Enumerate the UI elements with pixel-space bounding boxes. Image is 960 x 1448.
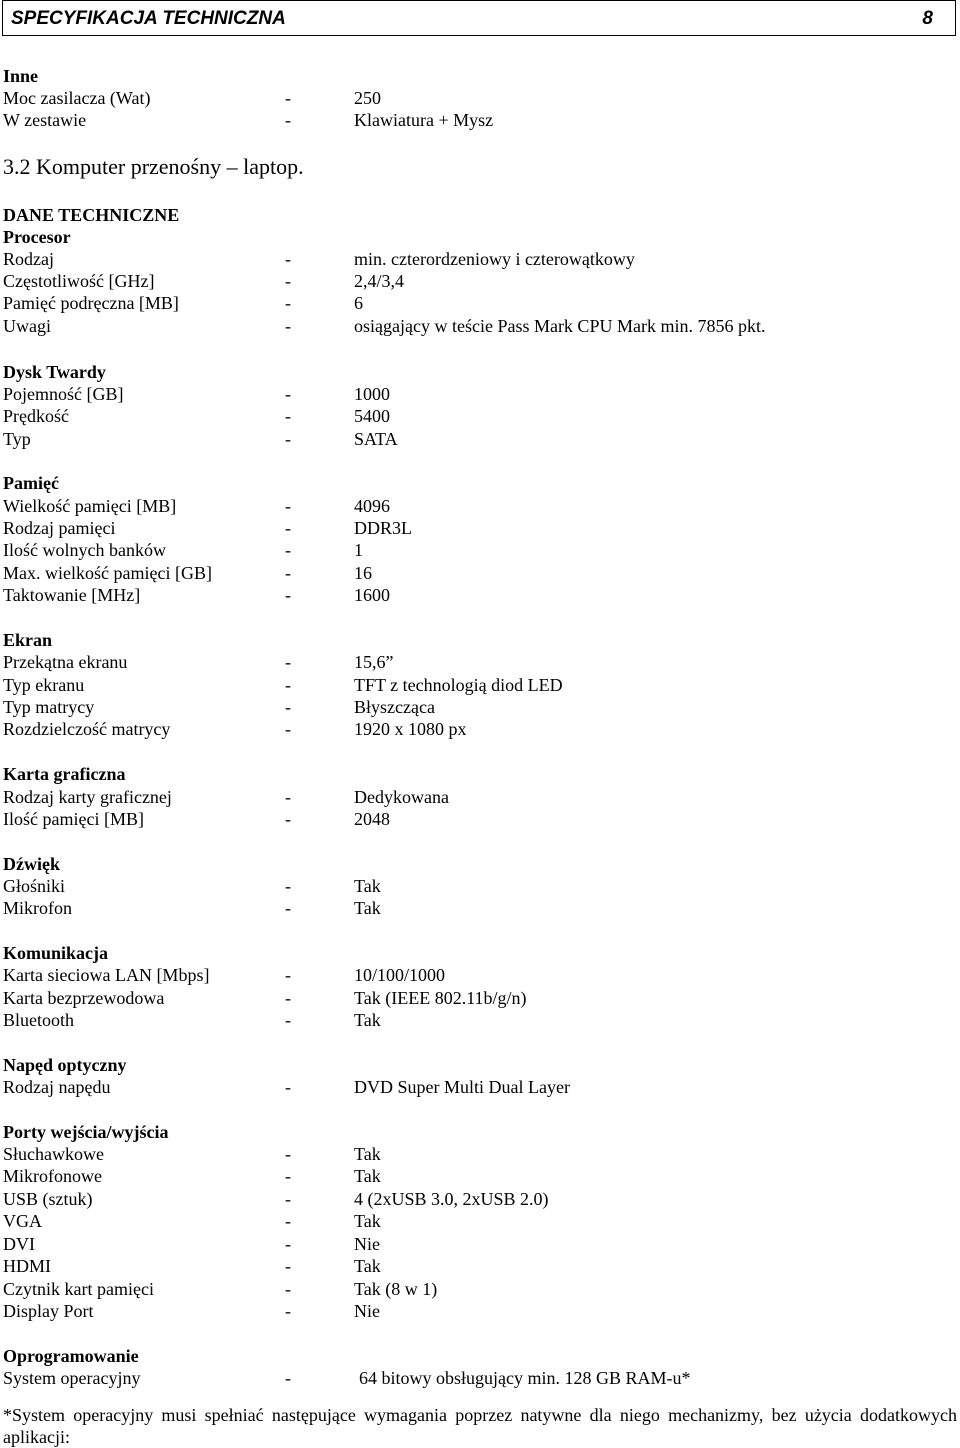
spec-value: 2048 bbox=[354, 809, 390, 829]
spec-value: 15,6” bbox=[354, 652, 394, 672]
section-title: Karta graficzna bbox=[3, 764, 126, 784]
spec-label: Rodzaj napędu bbox=[3, 1077, 111, 1097]
spec-value: Klawiatura + Mysz bbox=[354, 110, 494, 130]
spec-dash: - bbox=[285, 876, 291, 896]
section-title: Oprogramowanie bbox=[3, 1346, 139, 1366]
spec-label: Mikrofonowe bbox=[3, 1166, 102, 1186]
section-title: Pamięć bbox=[3, 473, 59, 493]
spec-value: Tak bbox=[354, 1010, 381, 1030]
spec-value: min. czterordzeniowy i czterowątkowy bbox=[354, 249, 635, 269]
spec-value: Tak (IEEE 802.11b/g/n) bbox=[354, 988, 527, 1008]
spec-dash: - bbox=[285, 540, 291, 560]
spec-value: 1920 x 1080 px bbox=[354, 719, 467, 739]
spec-dash: - bbox=[285, 697, 291, 717]
spec-value: Dedykowana bbox=[354, 787, 449, 807]
spec-label: Moc zasilacza (Wat) bbox=[3, 88, 151, 108]
spec-dash: - bbox=[285, 406, 291, 426]
spec-label: Bluetooth bbox=[3, 1010, 74, 1030]
spec-value: TFT z technologią diod LED bbox=[354, 675, 563, 695]
spec-dash: - bbox=[285, 1256, 291, 1276]
spec-label: Rodzaj pamięci bbox=[3, 518, 116, 538]
spec-label: Ilość pamięci [MB] bbox=[3, 809, 144, 829]
page-number: 8 bbox=[922, 8, 933, 29]
spec-value: osiągający w teście Pass Mark CPU Mark min. 7856 pkt. bbox=[354, 316, 766, 336]
spec-dash: - bbox=[285, 429, 291, 449]
spec-dash: - bbox=[285, 1368, 291, 1388]
spec-value: Tak bbox=[354, 898, 381, 918]
spec-dash: - bbox=[285, 787, 291, 807]
spec-value: 4 (2xUSB 3.0, 2xUSB 2.0) bbox=[354, 1189, 549, 1209]
spec-value: Tak bbox=[354, 1144, 381, 1164]
spec-label: Karta bezprzewodowa bbox=[3, 988, 165, 1008]
spec-label: HDMI bbox=[3, 1256, 51, 1276]
spec-label: Rozdzielczość matrycy bbox=[3, 719, 171, 739]
footnote: *System operacyjny musi spełniać następujące wymagania poprzez natywne dla niego mechanizmy, bez użycia dodatkowych aplikacji: bbox=[3, 1405, 957, 1447]
spec-label: Typ bbox=[3, 429, 31, 449]
spec-value: Tak bbox=[354, 1211, 381, 1231]
section-title: Procesor bbox=[3, 227, 71, 247]
spec-value: Nie bbox=[354, 1301, 380, 1321]
spec-value: 1600 bbox=[354, 585, 390, 605]
spec-value: 1000 bbox=[354, 384, 390, 404]
spec-dash: - bbox=[285, 88, 291, 108]
spec-dash: - bbox=[285, 1211, 291, 1231]
section-title: Dźwięk bbox=[3, 854, 60, 874]
section-title: Napęd optyczny bbox=[3, 1055, 127, 1075]
spec-label: System operacyjny bbox=[3, 1368, 141, 1388]
spec-dash: - bbox=[285, 988, 291, 1008]
spec-label: Głośniki bbox=[3, 876, 66, 896]
spec-value: 250 bbox=[354, 88, 381, 108]
spec-dash: - bbox=[285, 293, 291, 313]
spec-label: Taktowanie [MHz] bbox=[3, 585, 141, 605]
spec-label: Czytnik kart pamięci bbox=[3, 1279, 154, 1299]
spec-dash: - bbox=[285, 518, 291, 538]
spec-value: Błyszcząca bbox=[354, 697, 435, 717]
spec-label: Display Port bbox=[3, 1301, 94, 1321]
spec-label: Pamięć podręczna [MB] bbox=[3, 293, 179, 313]
spec-label: VGA bbox=[3, 1211, 42, 1231]
spec-dash: - bbox=[285, 585, 291, 605]
spec-label: DVI bbox=[3, 1234, 35, 1254]
section-title: Ekran bbox=[3, 630, 53, 650]
spec-value: 6 bbox=[354, 293, 363, 313]
spec-label: Rodzaj karty graficznej bbox=[3, 787, 172, 807]
spec-value: 4096 bbox=[354, 496, 390, 516]
spec-label: Pojemność [GB] bbox=[3, 384, 124, 404]
page-header bbox=[2, 0, 956, 36]
spec-value: 5400 bbox=[354, 406, 390, 426]
spec-label: Rodzaj bbox=[3, 249, 54, 269]
spec-value: DVD Super Multi Dual Layer bbox=[354, 1077, 570, 1097]
spec-label: USB (sztuk) bbox=[3, 1189, 93, 1209]
spec-label: Typ matrycy bbox=[3, 697, 95, 717]
spec-value: 16 bbox=[354, 563, 372, 583]
spec-label: Mikrofon bbox=[3, 898, 72, 918]
spec-dash: - bbox=[285, 1010, 291, 1030]
spec-label: Ilość wolnych banków bbox=[3, 540, 166, 560]
spec-label: Prędkość bbox=[3, 406, 69, 426]
spec-label: Max. wielkość pamięci [GB] bbox=[3, 563, 212, 583]
spec-dash: - bbox=[285, 965, 291, 985]
spec-dash: - bbox=[285, 1279, 291, 1299]
spec-label: Uwagi bbox=[3, 316, 51, 336]
spec-label: Typ ekranu bbox=[3, 675, 85, 695]
spec-value: 1 bbox=[354, 540, 363, 560]
spec-dash: - bbox=[285, 1234, 291, 1254]
spec-dash: - bbox=[285, 1189, 291, 1209]
spec-label: Przekątna ekranu bbox=[3, 652, 128, 672]
spec-dash: - bbox=[285, 1077, 291, 1097]
spec-dash: - bbox=[285, 110, 291, 130]
spec-label: Częstotliwość [GHz] bbox=[3, 271, 155, 291]
spec-dash: - bbox=[285, 1301, 291, 1321]
section-title: Inne bbox=[3, 66, 39, 86]
spec-dash: - bbox=[285, 1144, 291, 1164]
spec-value: Tak (8 w 1) bbox=[354, 1279, 438, 1299]
spec-dash: - bbox=[285, 496, 291, 516]
spec-dash: - bbox=[285, 316, 291, 336]
header-title: SPECYFIKACJA TECHNICZNA bbox=[11, 8, 286, 29]
spec-dash: - bbox=[285, 652, 291, 672]
spec-label: Wielkość pamięci [MB] bbox=[3, 496, 177, 516]
subsection-heading: 3.2 Komputer przenośny – laptop. bbox=[3, 154, 304, 179]
spec-dash: - bbox=[285, 1166, 291, 1186]
spec-value: 64 bitowy obsługujący min. 128 GB RAM-u* bbox=[359, 1368, 691, 1388]
spec-value: DDR3L bbox=[354, 518, 412, 538]
spec-dash: - bbox=[285, 384, 291, 404]
spec-value: Tak bbox=[354, 1256, 381, 1276]
section-title: Komunikacja bbox=[3, 943, 109, 963]
spec-value: Tak bbox=[354, 876, 381, 896]
spec-dash: - bbox=[285, 271, 291, 291]
spec-dash: - bbox=[285, 249, 291, 269]
spec-dash: - bbox=[285, 563, 291, 583]
spec-value: Tak bbox=[354, 1166, 381, 1186]
tech-heading: DANE TECHNICZNE bbox=[3, 205, 180, 225]
spec-value: 2,4/3,4 bbox=[354, 271, 405, 291]
spec-dash: - bbox=[285, 898, 291, 918]
section-title: Porty wejścia/wyjścia bbox=[3, 1122, 169, 1142]
section-title: Dysk Twardy bbox=[3, 362, 106, 382]
spec-label: Karta sieciowa LAN [Mbps] bbox=[3, 965, 210, 985]
spec-label: Słuchawkowe bbox=[3, 1144, 104, 1164]
spec-dash: - bbox=[285, 719, 291, 739]
spec-dash: - bbox=[285, 809, 291, 829]
spec-value: 10/100/1000 bbox=[354, 965, 446, 985]
spec-dash: - bbox=[285, 675, 291, 695]
spec-value: SATA bbox=[354, 429, 398, 449]
spec-label: W zestawie bbox=[3, 110, 87, 130]
spec-value: Nie bbox=[354, 1234, 380, 1254]
